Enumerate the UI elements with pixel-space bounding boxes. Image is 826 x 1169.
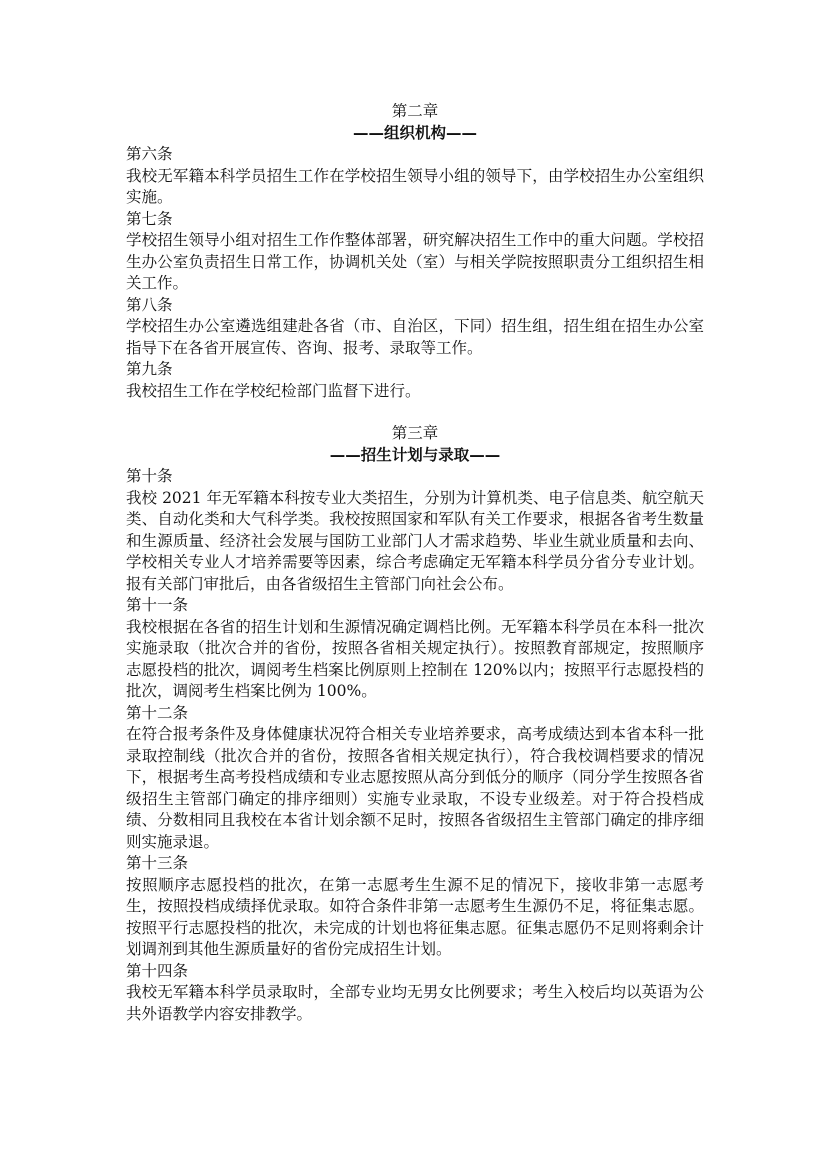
article-paragraph: 我校根据在各省的招生计划和生源情况确定调档比例。无军籍本科学员在本科一批次实施录取（批次合并的省份，按照各省相关规定执行）。按照教育部规定，按照顺序志愿投档的批次，调阅考生档案比例原则上控制在 120%以内；按照平行志愿投档的批次，调阅考生档案比例为 100%。 <box>126 617 704 700</box>
chapter-number: 第二章 <box>391 102 439 120</box>
article-8 <box>126 295 704 360</box>
article-10 <box>126 466 704 595</box>
article-heading: 第六条 <box>126 145 173 163</box>
article-paragraph: 我校无军籍本科学员录取时，全部专业均无男女比例要求；考生入校后均以英语为公共外语教学内容安排教学。 <box>126 983 704 1023</box>
chapter-title: ——组织机构—— <box>352 123 477 142</box>
article-paragraph: 我校无军籍本科学员招生工作在学校招生领导小组的领导下，由学校招生办公室组织实施。 <box>126 166 704 206</box>
article-heading: 第十条 <box>126 467 173 485</box>
article-paragraph: 我校 2021 年无军籍本科按专业大类招生，分别为计算机类、电子信息类、航空航天类、自动化类和大气科学类。我校按照国家和军队有关工作要求，根据各省考生数量和生源质量、经济社会发展与国防工业部门人才需求趋势、毕业生就业质量和去向、学校相关专业人才培养需要等因素，综合考虑确定无军籍本科学员分省分专业计划。报有关部门审批后，由各省级招生主管部门向社会公布。 <box>126 488 704 593</box>
article-9 <box>126 359 704 402</box>
article-heading: 第十二条 <box>126 703 189 722</box>
article-heading: 第十四条 <box>126 961 189 980</box>
article-12 <box>126 703 704 854</box>
article-14 <box>126 961 704 1026</box>
article-11 <box>126 595 704 703</box>
article-paragraph: 学校招生领导小组对招生工作作整体部署，研究解决招生工作中的重大问题。学校招生办公室负责招生日常工作，协调机关处（室）与相关学院按照职责分工组织招生相关工作。 <box>126 231 704 292</box>
article-paragraph: 学校招生办公室遴选组建赴各省（市、自治区，下同）招生组，招生组在招生办公室指导下在各省开展宣传、咨询、报考、录取等工作。 <box>126 317 704 357</box>
article-paragraph: 在符合报考条件及身体健康状况符合相关专业培养要求，高考成绩达到本省本科一批录取控制线（批次合并的省份，按照各省相关规定执行），符合我校调档要求的情况下，根据考生高考投档成绩和专业志愿按照从高分到低分的顺序（同分学生按照各省级招生主管部门确定的排序细则）实施专业录取，不设专业级差。对于符合投档成绩、分数相同且我校在本省计划余额不足时，按照各省级招生主管部门确定的排序细则实施录退。 <box>126 725 704 851</box>
article-13 <box>126 853 704 961</box>
chapter-number: 第三章 <box>391 424 439 442</box>
article-6 <box>126 144 704 209</box>
article-heading: 第十三条 <box>126 854 189 872</box>
chapter-title: ——招生计划与录取—— <box>329 445 501 464</box>
article-heading: 第八条 <box>126 295 173 314</box>
article-heading: 第七条 <box>126 209 173 228</box>
article-heading: 第十一条 <box>126 596 189 614</box>
chapter-2 <box>126 101 704 402</box>
chapter-3 <box>126 423 704 1025</box>
article-paragraph: 按照顺序志愿投档的批次，在第一志愿考生生源不足的情况下，接收非第一志愿考生，按照投档成绩择优录取。如符合条件非第一志愿考生生源仍不足，将征集志愿。按照平行志愿投档的批次，未完成的计划也将征集志愿。征集志愿仍不足则将剩余计划调剂到其他生源质量好的省份完成招生计划。 <box>126 875 704 958</box>
document-content <box>126 101 704 1025</box>
article-7 <box>126 209 704 295</box>
article-paragraph: 我校招生工作在学校纪检部门监督下进行。 <box>126 381 421 400</box>
article-heading: 第九条 <box>126 360 173 378</box>
